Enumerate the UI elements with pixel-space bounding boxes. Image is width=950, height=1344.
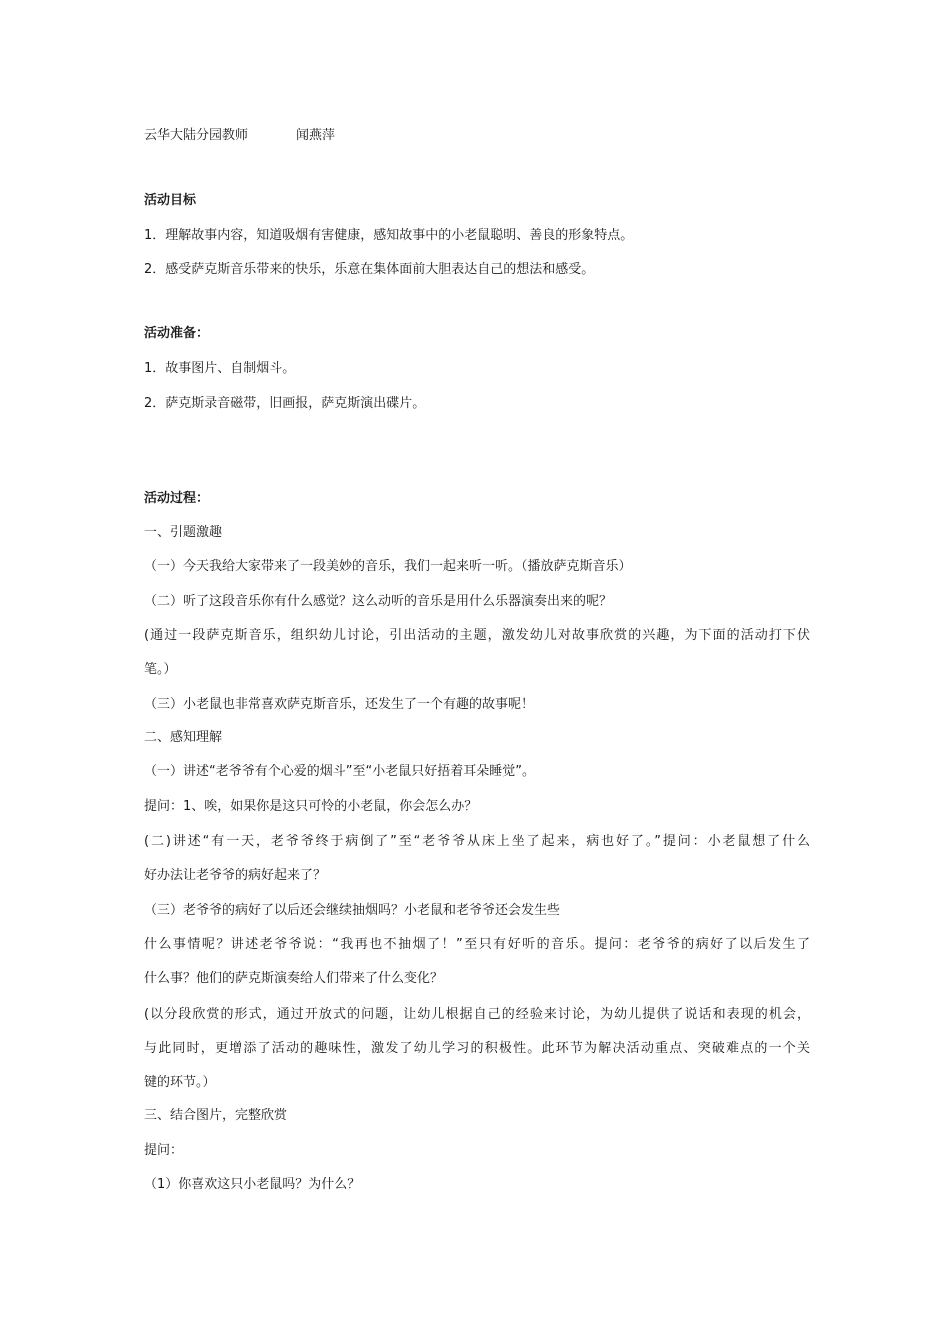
process-line: 二、感知理解 bbox=[144, 730, 223, 745]
process-line: 笔。） bbox=[144, 662, 177, 677]
process-line: （三）老爷爷的病好了以后还会继续抽烟吗？小老鼠和老爷爷还会发生些 bbox=[144, 903, 561, 918]
process-line: （一）今天我给大家带来了一段美妙的音乐，我们一起来听一听。（播放萨克斯音乐） bbox=[144, 559, 632, 574]
process-line: 三、结合图片，完整欣赏 bbox=[144, 1108, 288, 1123]
process-line: （三）小老鼠也非常喜欢萨克斯音乐，还发生了一个有趣的故事呢！ bbox=[144, 697, 535, 712]
author-line bbox=[144, 127, 335, 145]
preparation-item: 2．萨克斯录音磁带，旧画报，萨克斯演出碟片。 bbox=[144, 396, 426, 411]
process-line: （1）你喜欢这只小老鼠吗？为什么？ bbox=[144, 1177, 361, 1192]
process-line: 什么事情呢？讲述老爷爷说：“我再也不抽烟了！”至只有好听的音乐。提问：老爷爷的病好了以后发生了 bbox=[144, 937, 810, 952]
process-heading: 活动过程： bbox=[144, 491, 210, 506]
goal-item: 1．理解故事内容，知道吸烟有害健康，感知故事中的小老鼠聪明、善良的形象特点。 bbox=[144, 228, 634, 243]
process-line: (通过一段萨克斯音乐，组织幼儿讨论，引出活动的主题，激发幼儿对故事欣赏的兴趣，为下面的活动打下伏 bbox=[144, 628, 810, 643]
process-line: 什么事？他们的萨克斯演奏给人们带来了什么变化？ bbox=[144, 971, 444, 986]
process-line: 提问： bbox=[144, 1143, 184, 1158]
process-line: (二)讲述“有一天，老爷爷终于病倒了”至“老爷爷从床上坐了起来，病也好了。”提问：小老鼠想了什么 bbox=[144, 834, 810, 849]
process-line: 好办法让老爷爷的病好起来了？ bbox=[144, 868, 327, 883]
process-line: 提问：1、唉，如果你是这只可怜的小老鼠，你会怎么办？ bbox=[144, 799, 478, 814]
preparation-item: 1．故事图片、自制烟斗。 bbox=[144, 361, 296, 376]
process-line: 一、引题激趣 bbox=[144, 525, 223, 540]
process-line: 与此同时，更增添了活动的趣味性，激发了幼儿学习的积极性。此环节为解决活动重点、突破难点的一个关 bbox=[144, 1041, 810, 1056]
goals-heading: 活动目标 bbox=[144, 193, 197, 208]
goal-item: 2．感受萨克斯音乐带来的快乐，乐意在集体面前大胆表达自己的想法和感受。 bbox=[144, 262, 595, 277]
process-line: （二）听了这段音乐你有什么感觉？这么动听的音乐是用什么乐器演奏出来的呢？ bbox=[144, 594, 613, 609]
process-line: （一）讲述“老爷爷有个心爱的烟斗”至“小老鼠只好捂着耳朵睡觉”。 bbox=[144, 764, 535, 779]
process-line: (以分段欣赏的形式，通过开放式的问题，让幼儿根据自己的经验来讨论，为幼儿提供了说话和表现的机会， bbox=[144, 1007, 810, 1022]
process-line: 键的环节。） bbox=[144, 1075, 216, 1090]
teacher-name: 闻燕萍 bbox=[296, 128, 336, 143]
preparation-heading: 活动准备： bbox=[144, 326, 210, 341]
affiliation: 云华大陆分园教师 bbox=[144, 128, 249, 143]
